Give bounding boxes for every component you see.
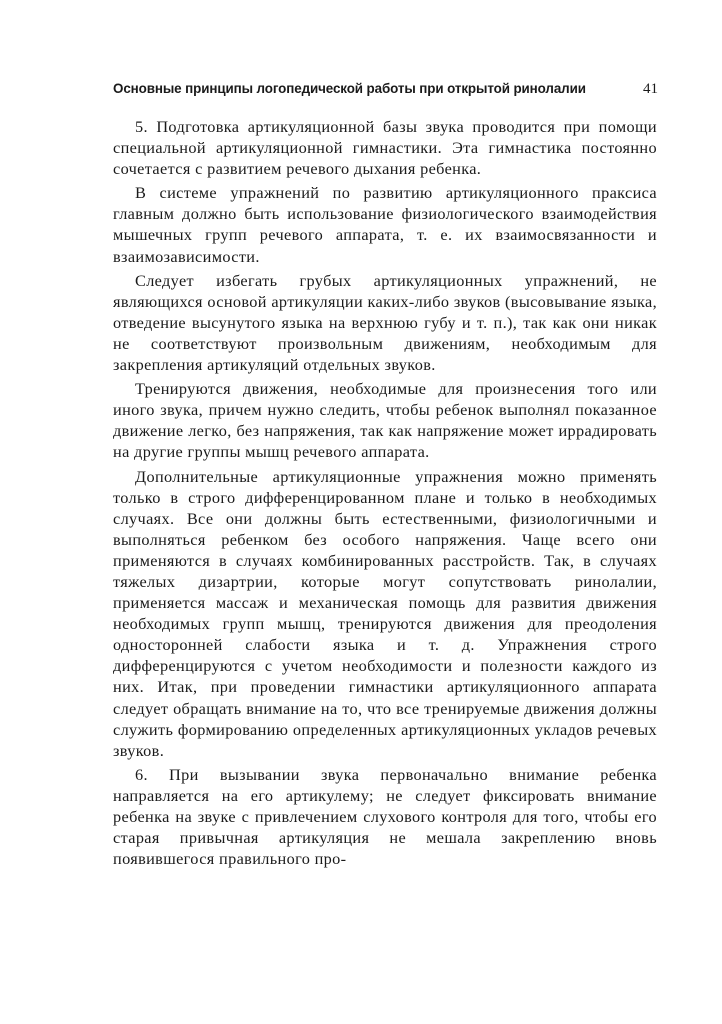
- running-title: Основные принципы логопедической работы при открытой ринолалии: [113, 81, 586, 96]
- paragraph-articulation-base: 5. Подготовка артикуляционной базы звука проводится при помощи специальной артикуляционной гимнастики. Эта гимнастика постоянно сочетается с развитием речевого дыхания ребенка.: [113, 117, 657, 179]
- paragraph-avoid-rough-exercises: Следует избегать грубых артикуляционных упражнений, не являющихся основой артикуляции каких-либо звуков (высовывание языка, отведение высунутого языка на верхнюю губу и т. п.), так как они никак не соответствуют произвольным движениям, необходимым для закрепления артикуляций отдельных звуков.: [113, 270, 657, 375]
- body-text: [113, 116, 657, 872]
- paragraph-training-movements: Тренируются движения, необходимые для произнесения того или иного звука, причем нужно следить, чтобы ребенок выполнял показанное движение легко, без напряжения, так как напряжение может иррадировать на другие группы мышц речевого аппарата.: [113, 379, 657, 462]
- paragraph-exercise-system: В системе упражнений по развитию артикуляционного праксиса главным должно быть использование физиологического взаимодействия мышечных групп речевого аппарата, т. е. их взаимосвязанности и взаимозависимости.: [113, 183, 657, 266]
- running-header: [113, 81, 658, 98]
- page-number: 41: [643, 81, 658, 97]
- paragraph-additional-exercises: Дополнительные артикуляционные упражнения можно применять только в строго дифференцированном плане и только в необходимых случаях. Все они должны быть естественными, физиологичными и выполняться ребенком без особого напряжения. Чаще всего они применяются в случаях комбинированных расстройств. Так, в случаях тяжелых дизартрии, которые могут сопутствовать ринолалии, применяется массаж и механическая помощь для развития движения необходимых групп мышц, тренируются движения для преодоления односторонней слабости языка и т. д. Упражнения строго дифференцируются с учетом необходимости и полезности каждого из них. Итак, при проведении гимнастики артикуляционного аппарата следует обращать внимание на то, что все тренируемые движения должны служить формированию определенных артикуляционных укладов речевых звуков.: [113, 466, 657, 760]
- paragraph-sound-evocation: 6. При вызывании звука первоначально внимание ребенка направляется на его артикулему; не следует фиксировать внимание ребенка на звуке с привлечением слухового контроля для того, чтобы его старая привычная артикуляция не мешала закреплению вновь появившегося правильного про-: [113, 764, 657, 869]
